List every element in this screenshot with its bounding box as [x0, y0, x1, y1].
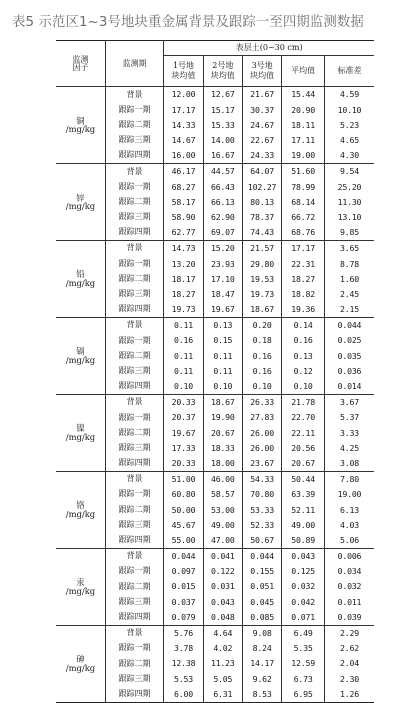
period-cell: 跟踪二期: [105, 348, 163, 363]
table-row: [56, 163, 374, 179]
period-cell: 背景: [105, 87, 163, 103]
plot3-value: 102.27: [242, 179, 281, 194]
plot1-value: 0.11: [164, 317, 203, 333]
period-cell: 跟踪四期: [105, 456, 163, 472]
header-factor: [56, 41, 105, 87]
plot1-value: 62.77: [164, 225, 203, 241]
plot3-value: 70.80: [242, 487, 281, 502]
factor-name: 铬: [76, 500, 85, 511]
period-cell: 跟踪三期: [105, 210, 163, 225]
period-cell: 跟踪二期: [105, 271, 163, 286]
period-cell: 跟踪四期: [105, 609, 163, 625]
plot3-value: 0.10: [242, 379, 281, 395]
plot2-value: 20.67: [203, 425, 242, 440]
period-cell: 跟踪二期: [105, 117, 163, 132]
plot1-value: 0.11: [164, 348, 203, 363]
plot1-value: 12.38: [164, 656, 203, 671]
average-value: 18.11: [282, 117, 325, 132]
std-dev-value: 25.20: [337, 181, 362, 192]
average-value: 52.11: [282, 502, 325, 517]
plot2-value: 18.67: [203, 394, 242, 410]
std-dev-value: 0.039: [324, 609, 374, 625]
plot1-value: 68.27: [164, 179, 203, 194]
std-dev-value: 0.036: [337, 365, 362, 376]
factor-unit: /mg/kg: [65, 200, 96, 211]
std-dev-value: 2.15: [324, 302, 374, 318]
header-factor-line1: 监测: [72, 54, 89, 64]
period-cell: 跟踪三期: [105, 440, 163, 455]
plot3-value: 30.37: [242, 102, 281, 117]
plot2-value: 6.31: [203, 686, 242, 702]
average-value: 68.14: [282, 194, 325, 209]
plot3-value: 80.13: [242, 194, 281, 209]
factor-unit: /mg/kg: [65, 662, 96, 673]
table-row: [56, 394, 374, 410]
header-period: 监测期: [105, 41, 163, 87]
plot1-value: 18.17: [164, 271, 203, 286]
std-dev-value: 7.80: [340, 474, 359, 485]
period-cell: 背景: [105, 625, 163, 641]
average-value: 5.35: [282, 641, 325, 656]
average-value: 21.78: [282, 394, 325, 410]
header-plot3-line1: 3号地: [251, 61, 273, 70]
period-cell: 跟踪一期: [105, 102, 163, 117]
period-cell: 跟踪四期: [105, 686, 163, 702]
factor-cell: [56, 163, 105, 240]
plot1-value: 17.17: [164, 102, 203, 117]
std-dev-value: 19.00: [337, 489, 362, 500]
header-plot1-line2: 块均值: [171, 71, 196, 80]
plot2-value: 58.57: [203, 487, 242, 502]
std-dev-value: 6.13: [340, 504, 359, 515]
average-value: 0.043: [282, 548, 325, 564]
std-dev-value: 10.10: [337, 104, 362, 115]
factor-name: 砷: [76, 654, 85, 665]
std-dev-value: 1.26: [324, 686, 374, 702]
period-cell: 背景: [105, 317, 163, 333]
period-cell: 跟踪一期: [105, 564, 163, 579]
period-cell: 跟踪四期: [105, 379, 163, 395]
std-dev-value: 3.65: [340, 243, 359, 254]
std-dev-value: 4.30: [324, 148, 374, 164]
plot3-value: 27.83: [242, 410, 281, 425]
table-row: [56, 87, 374, 103]
average-value: 0.071: [282, 609, 325, 625]
period-cell: 背景: [105, 163, 163, 179]
header-plot2: [203, 56, 242, 87]
plot2-value: 62.90: [203, 210, 242, 225]
plot2-value: 0.122: [203, 564, 242, 579]
header-layer: 表层土(0~30 cm): [164, 41, 374, 56]
plot2-value: 5.05: [203, 671, 242, 686]
plot3-value: 0.085: [242, 609, 281, 625]
average-value: 66.72: [282, 210, 325, 225]
factor-name: 汞: [76, 577, 85, 588]
plot2-value: 15.20: [203, 240, 242, 256]
average-value: 17.17: [282, 240, 325, 256]
std-dev-value: 4.03: [340, 519, 359, 530]
plot2-value: 18.47: [203, 286, 242, 301]
factor-unit: /mg/kg: [65, 431, 96, 442]
average-value: 15.44: [282, 87, 325, 103]
header-plot1: [164, 56, 203, 87]
average-value: 0.10: [282, 379, 325, 395]
plot2-value: 12.67: [203, 87, 242, 103]
period-cell: 跟踪四期: [105, 148, 163, 164]
table-row: [56, 317, 374, 333]
plot3-value: 53.33: [242, 502, 281, 517]
plot1-value: 0.11: [164, 363, 203, 378]
plot1-value: 14.73: [164, 240, 203, 256]
plot3-value: 0.045: [242, 594, 281, 609]
plot2-value: 46.00: [203, 471, 242, 487]
period-cell: 跟踪一期: [105, 487, 163, 502]
table-row: [56, 548, 374, 564]
plot2-value: 0.11: [203, 348, 242, 363]
average-value: 18.82: [282, 286, 325, 301]
plot3-value: 0.16: [242, 363, 281, 378]
average-value: 78.99: [282, 179, 325, 194]
average-value: 22.70: [282, 410, 325, 425]
plot3-value: 24.33: [242, 148, 281, 164]
std-dev-value: 2.45: [340, 288, 359, 299]
header-factor-line2: 因子: [72, 62, 89, 72]
period-cell: 跟踪三期: [105, 671, 163, 686]
factor-name: 铜: [76, 115, 85, 126]
period-cell: 背景: [105, 548, 163, 564]
plot3-value: 64.07: [242, 163, 281, 179]
average-value: 0.042: [282, 594, 325, 609]
plot1-value: 45.67: [164, 517, 203, 532]
std-dev-value: 8.78: [340, 258, 359, 269]
plot1-value: 5.53: [164, 671, 203, 686]
period-cell: 跟踪二期: [105, 425, 163, 440]
plot3-value: 9.08: [242, 625, 281, 641]
table-row: [56, 625, 374, 641]
plot3-value: 29.80: [242, 256, 281, 271]
average-value: 63.39: [282, 487, 325, 502]
plot2-value: 44.57: [203, 163, 242, 179]
plot2-value: 0.15: [203, 333, 242, 348]
factor-cell: [56, 240, 105, 317]
std-dev-value: 0.032: [337, 581, 362, 592]
std-dev-value: 3.33: [340, 427, 359, 438]
plot1-value: 20.33: [164, 456, 203, 472]
average-value: 20.56: [282, 440, 325, 455]
header-plot2-line2: 块均值: [210, 71, 235, 80]
std-dev-value: 2.30: [340, 673, 359, 684]
period-cell: 跟踪四期: [105, 302, 163, 318]
plot1-value: 58.17: [164, 194, 203, 209]
plot3-value: 0.051: [242, 579, 281, 594]
plot3-value: 23.67: [242, 456, 281, 472]
plot3-value: 14.17: [242, 656, 281, 671]
std-dev-value: 2.29: [340, 628, 359, 639]
header-std-dev: 标准差: [324, 56, 374, 87]
header-plot1-line1: 1号地: [172, 61, 195, 70]
plot1-value: 14.67: [164, 133, 203, 148]
table-row: [56, 471, 374, 487]
std-dev-value: 4.59: [340, 89, 359, 100]
plot2-value: 23.93: [203, 256, 242, 271]
plot2-value: 53.00: [203, 502, 242, 517]
plot1-value: 55.00: [164, 532, 203, 548]
std-dev-value: 5.23: [340, 119, 359, 130]
factor-unit: /mg/kg: [65, 585, 96, 596]
std-dev-value: 2.04: [340, 658, 359, 669]
header-plot3-line2: 块均值: [250, 71, 275, 80]
period-cell: 跟踪一期: [105, 410, 163, 425]
average-value: 68.76: [282, 225, 325, 241]
period-cell: 跟踪三期: [105, 133, 163, 148]
header-plot3: [242, 56, 281, 87]
period-cell: 跟踪三期: [105, 594, 163, 609]
plot1-value: 0.10: [164, 379, 203, 395]
plot3-value: 0.20: [242, 317, 281, 333]
factor-cell: [56, 548, 105, 625]
plot2-value: 0.043: [203, 594, 242, 609]
plot1-value: 0.044: [164, 548, 203, 564]
period-cell: 跟踪一期: [105, 256, 163, 271]
average-value: 50.89: [282, 532, 325, 548]
plot2-value: 4.64: [203, 625, 242, 641]
plot1-value: 0.037: [164, 594, 203, 609]
factor-unit: /mg/kg: [65, 277, 96, 288]
factor-unit: /mg/kg: [65, 123, 96, 134]
plot2-value: 19.90: [203, 410, 242, 425]
average-value: 6.73: [282, 671, 325, 686]
plot1-value: 46.17: [164, 163, 203, 179]
period-cell: 跟踪三期: [105, 363, 163, 378]
plot2-value: 11.23: [203, 656, 242, 671]
plot3-value: 19.53: [242, 271, 281, 286]
std-dev-value: 3.08: [324, 456, 374, 472]
std-dev-value: 4.65: [340, 135, 359, 146]
period-cell: 跟踪二期: [105, 656, 163, 671]
plot3-value: 9.62: [242, 671, 281, 686]
std-dev-value: 0.044: [337, 320, 362, 331]
table-title: 表5 示范区1~3号地块重金属背景及跟踪一至四期监测数据: [12, 15, 364, 30]
factor-name: 铅: [76, 269, 85, 280]
average-value: 20.67: [282, 456, 325, 472]
table-body: [56, 87, 374, 703]
average-value: 0.032: [282, 579, 325, 594]
plot2-value: 0.13: [203, 317, 242, 333]
plot3-value: 24.67: [242, 117, 281, 132]
plot3-value: 0.044: [242, 548, 281, 564]
plot3-value: 19.73: [242, 286, 281, 301]
period-cell: 跟踪一期: [105, 179, 163, 194]
average-value: 20.90: [282, 102, 325, 117]
plot3-value: 52.33: [242, 517, 281, 532]
plot2-value: 0.10: [203, 379, 242, 395]
plot1-value: 3.78: [164, 641, 203, 656]
period-cell: 跟踪二期: [105, 194, 163, 209]
period-cell: 跟踪二期: [105, 579, 163, 594]
average-value: 17.11: [282, 133, 325, 148]
plot3-value: 0.18: [242, 333, 281, 348]
plot3-value: 50.67: [242, 532, 281, 548]
period-cell: 背景: [105, 471, 163, 487]
period-cell: 跟踪一期: [105, 641, 163, 656]
std-dev-value: 5.37: [340, 412, 359, 423]
std-dev-value: 0.014: [324, 379, 374, 395]
plot2-value: 0.11: [203, 363, 242, 378]
average-value: 12.59: [282, 656, 325, 671]
header-average: 平均值: [282, 56, 325, 87]
plot2-value: 69.07: [203, 225, 242, 241]
plot3-value: 8.24: [242, 641, 281, 656]
factor-cell: [56, 625, 105, 702]
period-cell: 跟踪二期: [105, 502, 163, 517]
plot1-value: 0.097: [164, 564, 203, 579]
plot2-value: 18.33: [203, 440, 242, 455]
plot2-value: 49.00: [203, 517, 242, 532]
period-cell: 跟踪一期: [105, 333, 163, 348]
plot3-value: 21.57: [242, 240, 281, 256]
plot2-value: 14.00: [203, 133, 242, 148]
average-value: 0.14: [282, 317, 325, 333]
average-value: 19.00: [282, 148, 325, 164]
plot1-value: 60.80: [164, 487, 203, 502]
plot1-value: 19.67: [164, 425, 203, 440]
std-dev-value: 0.034: [337, 566, 362, 577]
std-dev-value: 0.025: [337, 335, 362, 346]
plot1-value: 6.00: [164, 686, 203, 702]
average-value: 19.36: [282, 302, 325, 318]
period-cell: 跟踪四期: [105, 532, 163, 548]
average-value: 22.31: [282, 256, 325, 271]
plot2-value: 15.33: [203, 117, 242, 132]
factor-cell: [56, 394, 105, 471]
plot1-value: 17.33: [164, 440, 203, 455]
std-dev-value: 9.85: [324, 225, 374, 241]
plot1-value: 50.00: [164, 502, 203, 517]
plot1-value: 18.27: [164, 286, 203, 301]
std-dev-value: 5.06: [324, 532, 374, 548]
std-dev-value: 0.011: [337, 596, 362, 607]
period-cell: 跟踪四期: [105, 225, 163, 241]
table-header: [56, 41, 374, 87]
average-value: 6.95: [282, 686, 325, 702]
plot1-value: 0.16: [164, 333, 203, 348]
plot1-value: 0.079: [164, 609, 203, 625]
average-value: 0.12: [282, 363, 325, 378]
period-cell: 背景: [105, 394, 163, 410]
average-value: 0.125: [282, 564, 325, 579]
average-value: 50.44: [282, 471, 325, 487]
average-value: 0.13: [282, 348, 325, 363]
std-dev-value: 2.62: [340, 643, 359, 654]
plot1-value: 20.37: [164, 410, 203, 425]
plot2-value: 17.10: [203, 271, 242, 286]
plot1-value: 51.00: [164, 471, 203, 487]
std-dev-value: 1.60: [340, 273, 359, 284]
plot3-value: 0.16: [242, 348, 281, 363]
plot2-value: 66.43: [203, 179, 242, 194]
plot2-value: 0.048: [203, 609, 242, 625]
average-value: 51.60: [282, 163, 325, 179]
average-value: 6.49: [282, 625, 325, 641]
plot2-value: 4.02: [203, 641, 242, 656]
plot1-value: 0.015: [164, 579, 203, 594]
plot3-value: 78.37: [242, 210, 281, 225]
plot1-value: 20.33: [164, 394, 203, 410]
period-cell: 跟踪三期: [105, 517, 163, 532]
std-dev-value: 0.006: [337, 551, 362, 562]
plot1-value: 12.00: [164, 87, 203, 103]
factor-name: 镉: [76, 346, 85, 357]
plot2-value: 66.13: [203, 194, 242, 209]
plot1-value: 5.76: [164, 625, 203, 641]
plot3-value: 18.67: [242, 302, 281, 318]
average-value: 0.16: [282, 333, 325, 348]
std-dev-value: 13.10: [337, 211, 362, 222]
factor-cell: [56, 317, 105, 394]
plot3-value: 26.33: [242, 394, 281, 410]
std-dev-value: 0.035: [337, 350, 362, 361]
plot2-value: 47.00: [203, 532, 242, 548]
factor-cell: [56, 87, 105, 164]
factor-name: 锌: [76, 192, 85, 203]
plot3-value: 54.33: [242, 471, 281, 487]
factor-unit: /mg/kg: [65, 508, 96, 519]
period-cell: 跟踪三期: [105, 286, 163, 301]
plot2-value: 18.00: [203, 456, 242, 472]
monitoring-data-table: [56, 40, 374, 703]
table-row: [56, 240, 374, 256]
plot3-value: 0.155: [242, 564, 281, 579]
average-value: 22.11: [282, 425, 325, 440]
average-value: 49.00: [282, 517, 325, 532]
std-dev-value: 4.25: [340, 442, 359, 453]
plot1-value: 58.90: [164, 210, 203, 225]
plot3-value: 26.00: [242, 440, 281, 455]
factor-unit: /mg/kg: [65, 354, 96, 365]
plot3-value: 26.00: [242, 425, 281, 440]
plot2-value: 15.17: [203, 102, 242, 117]
header-plot2-line1: 2号地: [212, 61, 234, 70]
plot3-value: 22.67: [242, 133, 281, 148]
factor-name: 镍: [76, 423, 85, 434]
plot1-value: 19.73: [164, 302, 203, 318]
std-dev-value: 11.30: [337, 196, 362, 207]
std-dev-value: 3.67: [340, 397, 359, 408]
plot2-value: 16.67: [203, 148, 242, 164]
plot2-value: 0.031: [203, 579, 242, 594]
plot2-value: 0.041: [203, 548, 242, 564]
plot1-value: 13.20: [164, 256, 203, 271]
period-cell: 背景: [105, 240, 163, 256]
average-value: 18.27: [282, 271, 325, 286]
plot1-value: 14.33: [164, 117, 203, 132]
std-dev-value: 9.54: [340, 166, 359, 177]
plot1-value: 16.00: [164, 148, 203, 164]
plot3-value: 8.53: [242, 686, 281, 702]
plot3-value: 74.43: [242, 225, 281, 241]
plot2-value: 19.67: [203, 302, 242, 318]
factor-cell: [56, 471, 105, 548]
plot3-value: 21.67: [242, 87, 281, 103]
